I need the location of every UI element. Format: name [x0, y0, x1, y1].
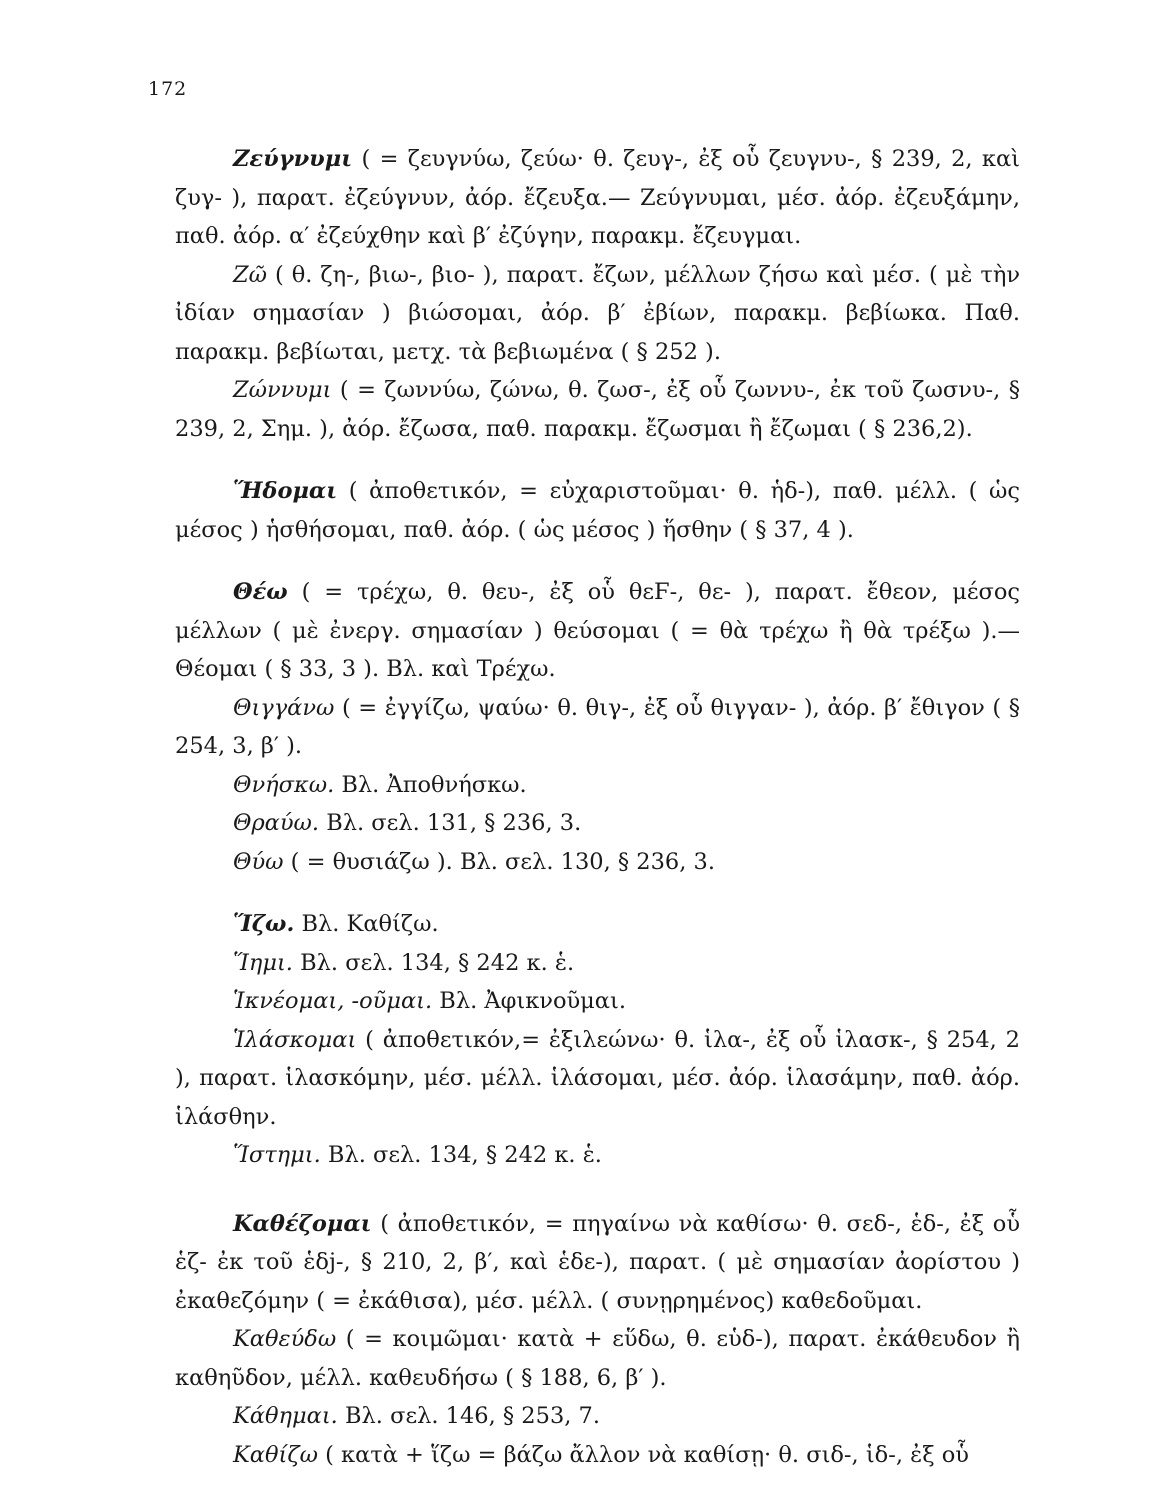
entry: [175, 1436, 1020, 1475]
entry-body: ( = τρέχω, θ. θευ-, ἐξ οὗ θεϜ-, θε- ), παρατ. ἔθεον, μέσος μέλλων ( μὲ ἐνεργ. σημασίαν ) θεύσομαι ( = θὰ τρέχω ἢ θὰ τρέξω ).— Θέομαι ( § 33, 3 ). Βλ. καὶ Τρέχω.: [175, 579, 1020, 682]
entry: [175, 1136, 1020, 1175]
headword: Ἵζω.: [233, 911, 295, 937]
entry-body: Βλ. Ἀποθνήσκω.: [334, 771, 527, 798]
headword: Καθίζω: [233, 1441, 318, 1468]
entry-body: Βλ. Ἀφικνοῦμαι.: [432, 988, 626, 1014]
entry: [175, 573, 1020, 689]
dictionary-text: [175, 140, 1020, 1474]
headword: Ἱκνέομαι, -οῦμαι.: [233, 988, 433, 1014]
headword: Κάθημαι.: [233, 1403, 338, 1429]
entry-body: Βλ. σελ. 134, § 242 κ. ἑ.: [320, 1142, 602, 1168]
entry: [175, 689, 1020, 766]
entry: [175, 766, 1020, 805]
headword: Θύω: [233, 848, 284, 875]
entry: [175, 1021, 1020, 1137]
page-number: 172: [148, 78, 188, 100]
entry: [175, 944, 1020, 983]
section-gap: [175, 1175, 1020, 1205]
entry: [175, 371, 1020, 448]
headword: Ζώννυμι: [233, 377, 332, 403]
entry-body: ( = κοιμῶμαι· κατὰ + εὕδω, θ. εὑδ-), παρατ. ἐκάθευδον ἢ καθηῦδον, μέλλ. καθευδήσω ( § 188, 6, β′ ).: [175, 1326, 1020, 1391]
headword: Ζεύγνυμι: [233, 146, 353, 172]
entry: [175, 472, 1020, 549]
entry: [175, 843, 1020, 882]
section-gap: [175, 448, 1020, 472]
headword: Ἱλάσκομαι: [233, 1026, 357, 1053]
entry-body: Βλ. σελ. 146, § 253, 7.: [337, 1403, 601, 1429]
headword: Θέω: [233, 579, 288, 605]
section-gap: [175, 881, 1020, 905]
headword: Ζῶ: [233, 261, 267, 288]
entry-body: ( θ. ζη-, βιω-, βιο- ), παρατ. ἔζων, μέλλων ζήσω καὶ μέσ. ( μὲ τὴν ἰδίαν σημασίαν ) βιώσομαι, ἀόρ. β′ ἐβίων, παρακμ. βεβίωκα. Παθ. παρακμ. βεβίωται, μετχ. τὰ βεβιωμένα ( § 252 ).: [175, 261, 1020, 365]
entry-body: ( ἀποθετικόν, = εὐχαριστοῦμαι· θ. ἡδ-), παθ. μέλλ. ( ὡς μέσος ) ἡσθήσομαι, παθ. ἀόρ. ( ὡς μέσος ) ἥσθην ( § 37, 4 ).: [175, 478, 1020, 543]
entry: [175, 256, 1020, 372]
entry-body: ( = ἐγγίζω, ψαύω· θ. θιγ-, ἐξ οὗ θιγγαν- ), ἀόρ. β′ ἔθιγον ( § 254, 3, β′ ).: [175, 694, 1020, 759]
entry-body: ( = θυσιάζω ). Βλ. σελ. 130, § 236, 3.: [283, 848, 715, 875]
entry: [175, 1397, 1020, 1436]
entry-body: Βλ. σελ. 134, § 242 κ. ἑ.: [292, 949, 575, 976]
entry-body: ( ἀποθετικόν,= ἐξιλεώνω· θ. ἱλα-, ἐξ οὗ ἱλασκ-, § 254, 2 ), παρατ. ἱλασκόμην, μέσ. μέλλ. ἱλάσομαι, μέσ. ἀόρ. ἱλασάμην, παθ. ἀόρ. ἱλάσθην.: [175, 1026, 1020, 1130]
section-gap: [175, 549, 1020, 573]
headword: Θραύω.: [233, 810, 320, 836]
entry: [175, 982, 1020, 1021]
headword: Καθέζομαι: [233, 1210, 372, 1237]
headword: Θνήσκω.: [233, 771, 335, 798]
entry: [175, 804, 1020, 843]
entry: [175, 905, 1020, 944]
headword: Ἵημι.: [233, 949, 293, 976]
entry-body: ( ἀποθετικόν, = πηγαίνω νὰ καθίσω· θ. σεδ-, ἑδ-, ἐξ οὗ ἑζ- ἐκ τοῦ ἑδj-, § 210, 2, β′, καὶ ἑδε-), παρατ. ( μὲ σημασίαν ἀορίστου ) ἐκαθεζόμην ( = ἐκάθισα), μέσ. μέλλ. ( συνῃρημένος) καθεδοῦμαι.: [175, 1210, 1020, 1314]
headword: Ἥδομαι: [233, 478, 338, 504]
entry: [175, 140, 1020, 256]
headword: Ἵστημι.: [233, 1142, 321, 1168]
headword: Θιγγάνω: [233, 694, 335, 721]
entry: [175, 1320, 1020, 1397]
headword: Καθεύδω: [233, 1326, 337, 1352]
entry-body: ( = ζωννύω, ζώνω, θ. ζωσ-, ἐξ οὗ ζωννυ-, ἐκ τοῦ ζωσνυ-, § 239, 2, Σημ. ), ἀόρ. ἔζωσα, παθ. παρακμ. ἔζωσμαι ἢ ἔζωμαι ( § 236,2).: [175, 377, 1020, 442]
entry-body: ( κατὰ + ἵζω = βάζω ἄλλον νὰ καθίσῃ· θ. σιδ-, ἱδ-, ἐξ οὗ: [317, 1441, 969, 1468]
entry: [175, 1205, 1020, 1321]
entry-body: ( = ζευγνύω, ζεύω· θ. ζευγ-, ἐξ οὗ ζευγνυ-, § 239, 2, καὶ ζυγ- ), παρατ. ἐζεύγνυν, ἀόρ. ἔζευξα.— Ζεύγνυμαι, μέσ. ἀόρ. ἐζευξάμην, παθ. ἀόρ. α′ ἐζεύχθην καὶ β′ ἐζύγην, παρακμ. ἔζευγμαι.: [175, 146, 1020, 249]
entry-body: Βλ. Καθίζω.: [294, 911, 439, 937]
entry-body: Βλ. σελ. 131, § 236, 3.: [319, 810, 582, 836]
